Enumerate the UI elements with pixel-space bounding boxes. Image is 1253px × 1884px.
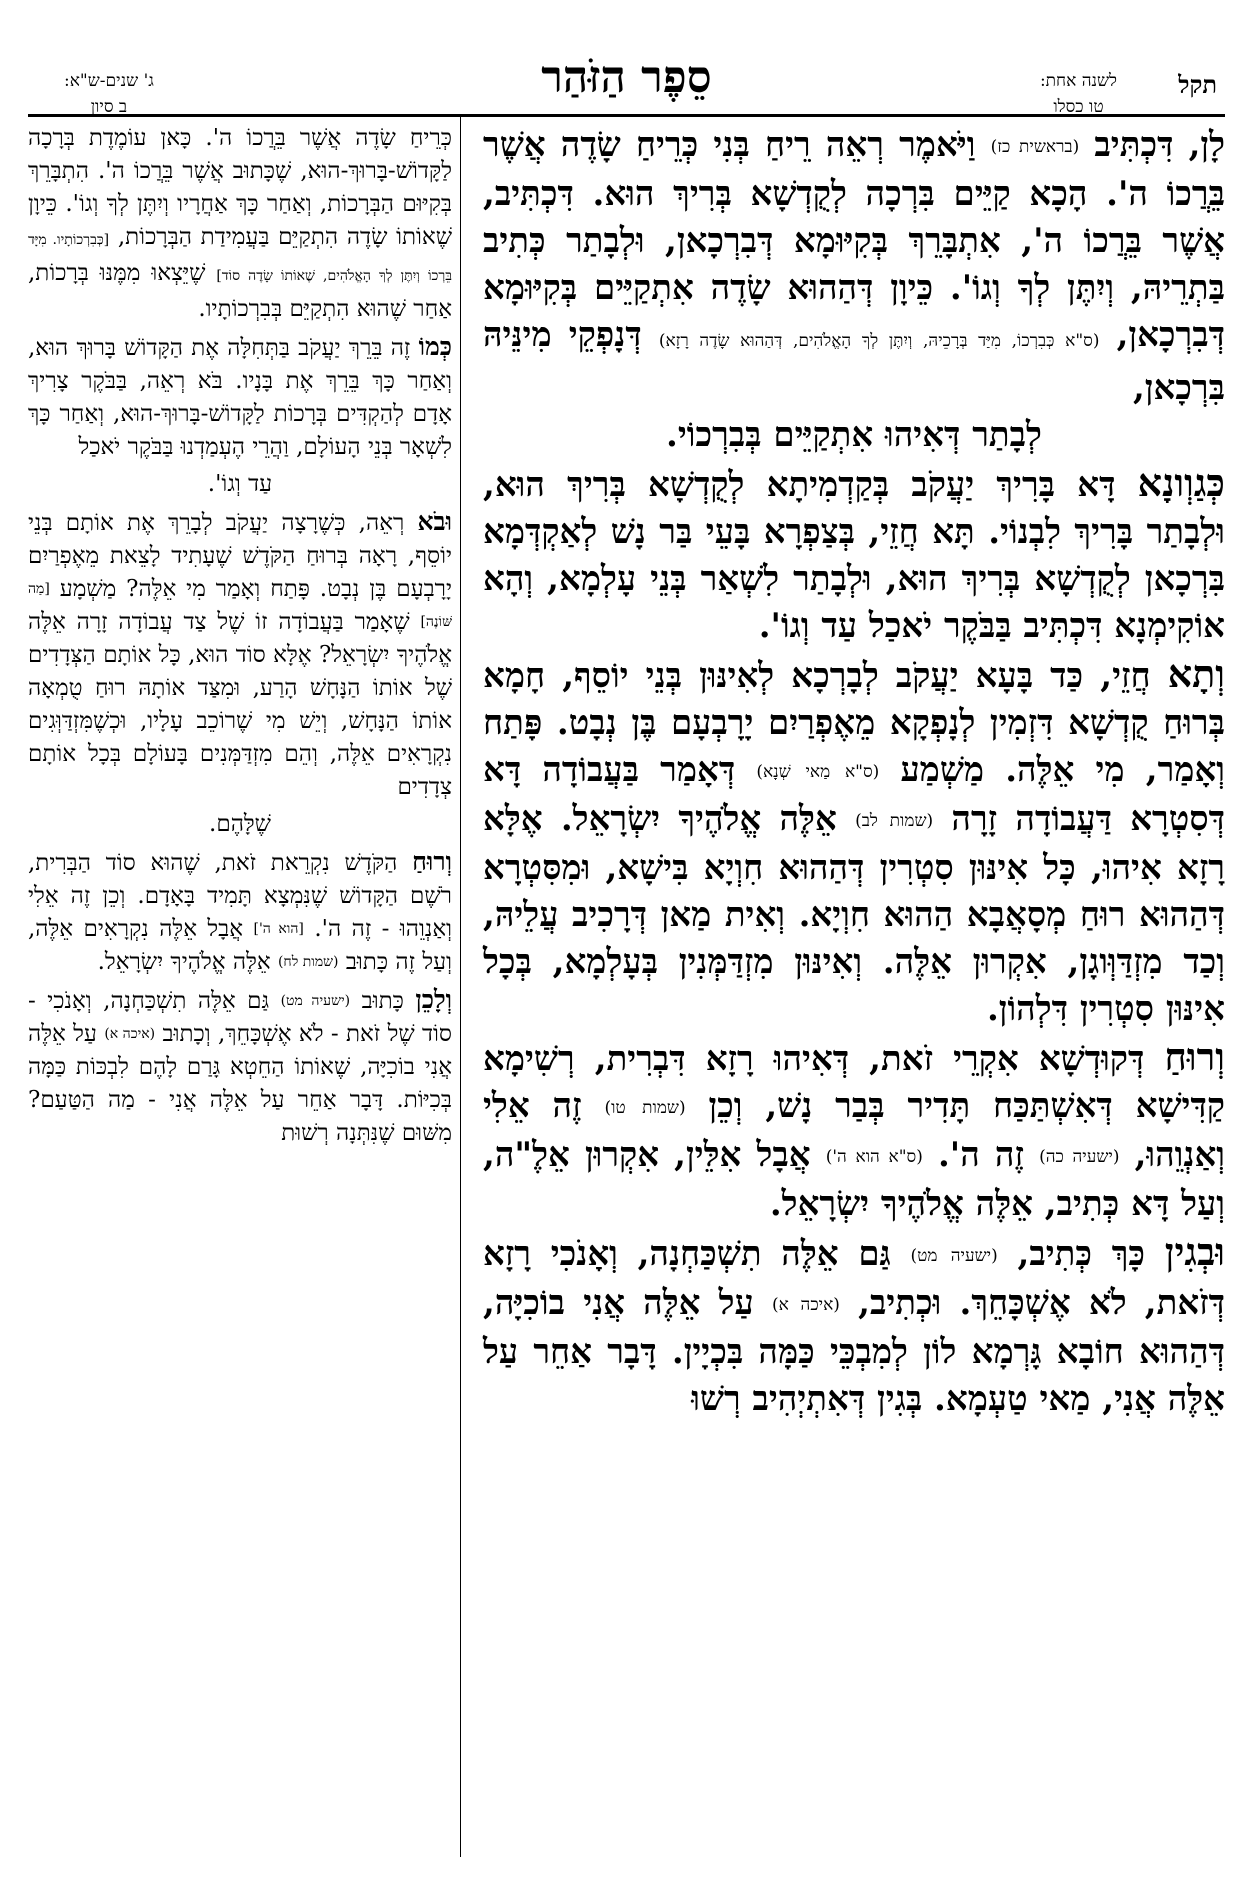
verse-reference: (ישעיה מט) <box>280 993 351 1009</box>
one-year-label: לשנה אחת: <box>1039 71 1117 91</box>
side-paragraph-5: וְלָכֵן כָּתוּב (ישעיה מט) גַּם אֵלֶּה תִשְׁכַּחְנָה, וְאָנֹכִי - סוֹד שֶׁל זֹאת - לֹא אֶשְׁכָּחֵךְ, וְכָתוּב (איכה א) עַל אֵלֶּה אֲנִי בוֹכִיָּה, שֶׁאוֹתוֹ הַחֵטְא גָּרַם לָהֶם לִבְכּוֹת כַּמָּה בְּכִיּוֹת. דָּבָר אַחֵר עַל אֵלֶּה אֲנִי - מַה הַטַּעַם? מִשּׁוּם שֶׁנִּתְּנָה רְשׁוּת <box>28 985 453 1146</box>
main-paragraph-5: וּבְגִין כָּךְ כְּתִיב, (ישעיה מט) גַּם אֵלֶּה תִשְׁכַּחְנָה, וְאָנֹכִי רָזָא דְּזֹאת, לֹא אֶשְׁכָּחֵךְ. וּכְתִיב, (איכה א) עַל אֵלֶּה אֲנִי בוֹכִיָּה, דְּהַהוּא חוֹבָא גָּרְמָא לוֹן לְמִבְכֵּי כַּמָּה בִּכְיָין. דָּבָר אַחֵר עַל אֵלֶּה אֲנִי, מַאי טַעְמָא. בְּגִין דְּאִתְיְהִיב רְשׁוּ <box>483 1229 1226 1419</box>
side-paragraph-4: וְרוּחַ הַקֹּדֶשׁ נִקְרֵאת זֹאת, שֶׁהוּא סוֹד הַבְּרִית, רֹשֶׁם הַקָּדוֹשׁ שֶׁנִּמְצָא תָּמִיד בָּאָדָם. וְכֵן זֶה אֵלִי וְאַנְוֵהוּ - זֶה ה'. [הוא ה'] אֲבָל אֵלֶּה נִקְרָאִים אֵלֶּה, וְעַל זֶה כָּתוּב (שמות לח) אֵלֶּה אֱלֹהֶיךָ יִשְׂרָאֵל. <box>28 847 453 975</box>
side-paragraph-3: וּבֹא רְאֵה, כְּשֶׁרָצָה יַעֲקֹב לְבָרֵךְ אֶת אוֹתָם בְּנֵי יוֹסֵף, רָאָה בְּרוּחַ הַקֹּדֶשׁ שֶׁעָתִיד לָצֵאת מֵאֶפְרַיִם יָרָבְעָם בֶּן נְבָט. פָּתַח וְאָמַר מִי אֵלֶּה? מַשְׁמָע [מַה שּׁוֹנֶה] שֶׁאָמַר בַּעֲבוֹדָה זוֹ שֶׁל צַד עֲבוֹדָה זָרָה אֵלֶּה אֱלֹהֶיךָ יִשְׂרָאֵל? אֶלָּא סוֹד הוּא, כָּל אוֹתָם הַצְּדָדִים שֶׁל אוֹתוֹ הַנָּחָשׁ הָרַע, וּמִצַּד אוֹתָהּ רוּחַ טֻמְאָה אוֹתוֹ הַנָּחָשׁ, וְיֵשׁ מִי שֶׁרוֹכֵב עָלָיו, וּכְשֶׁמִּזְדַּוְּגִים נִקְרָאִים אֵלֶּה, וְהֵם מִזְדַּמְּנִים בָּעוֹלָם בְּכָל אוֹתָם צְדָדִים <box>28 507 453 800</box>
verse-reference: (איכה א) <box>104 1026 156 1042</box>
side-paragraph-2-end: עַד וְגוֹ'. <box>207 471 273 497</box>
main-paragraph-2: כְּגַוְונָא דָּא בָּרִיךְ יַעֲקֹב בְּקַדְמִיתָא לְקֻדְשָׁא בְּרִיךְ הוּא, וּלְבָתַר בָּרִיךְ לִבְנוֹי. תָּא חֲזֵי, בְּצַפְרָא בָּעֵי בַּר נָשׁ לְאַקְדְּמָא בִּרְכָאן לְקֻדְשָׁא בְּרִיךְ הוּא, וּלְבָתַר לִשְׁאַר בְּנֵי עָלְמָא, וְהָא אוֹקִימְנָא דִּכְתִּיב בַּבֹּקֶר יֹאכַל עַד וְגוֹ'. <box>483 460 1225 646</box>
verse-reference: (בראשית כז) <box>990 137 1080 157</box>
page-number: תקל <box>1178 70 1217 99</box>
main-paragraph-1: לָן, דִּכְתִּיב (בראשית כז) וַיֹּאמֶר רְאֵה רֵיחַ בְּנִי כְּרֵיחַ שָׂדֶה אֲשֶׁר בֵּרֲכוֹ ה'. הָכָא קַיֵּים בִּרְכָה לְקֻדְשָׁא בְּרִיךְ הוּא. דִּכְתִּיב, אֲשֶׁר בֵּרֲכוֹ ה', אִתְבָּרֵךְ בְּקִיּוּמָא דְּבִרְכָאן, וּלְבָתַר כְּתִיב בַּתְרֵיהּ, וְיִתֶּן לְךָ וְגוֹ'. כֵּיוָן דְּהַהוּא שָׂדֶה אִתְקַיֵּים בְּקִיּוּמָא דְּבִרְכָאן, (ס"א כְּבִרְכוֹ, מִיַּד בְּרָכֵיהּ, וְיִתֶּן לְךָ הָאֱלֹהִים, דְּהַהוּא שָׂדֶה רָזָא) דְּנָפְקֵי מִינֵּיהּ בִּרְכָאן, <box>483 125 1225 408</box>
opening-word: וְתָא <box>1167 651 1225 696</box>
variant-reading: [הוא ה'] <box>253 921 304 937</box>
opening-word: וְלָכֵן <box>415 985 453 1014</box>
main-paragraph-3: וְתָא חֲזֵי, כַּד בָּעָא יַעֲקֹב לְבָרְכָא לְאִינּוּן בְּנֵי יוֹסֵף, חָמָא בְּרוּחַ קֻדְשָׁא דִּזְמִין לְנָפְקָא מֵאֶפְרַיִם יָרָבְעָם בֶּן נְבָט. פָּתַח וְאָמַר, מִי אֵלֶּה. מַשְׁמַע (ס"א מַאי שְׁנָא) דְּאָמַר בַּעֲבוֹדָה דָּא דְּסִטְרָא דַּעֲבוֹדָה זָרָה (שמות לב) אֵלֶּה אֱלֹהֶיךָ יִשְׂרָאֵל. אֶלָּא רָזָא אִיהוּ, כָּל אִינּוּן סִטְרִין דְּהַהוּא חִוְיָא בִּישָׁא, וּמִסִּטְרָא דְּהַהוּא רוּחַ מְסָאֲבָא הַהוּא חִוְיָא. וְאִית מַאן דְּרָכִיב עֲלֵיהּ, וְכַד מִזְדַּוְּוגָן, אִקְרוּן אֵלֶּה. וְאִינּוּן מִזְדַּמְּנִין בְּעָלְמָא, בְּכָל אִינּוּן סִטְרִין דִּלְהוֹן. <box>483 651 1225 1029</box>
opening-word: וּבְגִין <box>1164 1229 1226 1274</box>
main-paragraph-1-end: לְבָתַר דְּאִיהוּ אִתְקַיֵּים בְּבִרְכוֹי. <box>666 415 1042 455</box>
opening-word: כְּמוֹ <box>418 332 452 361</box>
side-paragraph-2: כְּמוֹ זֶה בֵּרֵךְ יַעֲקֹב בַּתְּחִלָּה אֶת הַקָּדוֹשׁ בָּרוּךְ הוּא, וְאַחַר כָּךְ בֵּרֵךְ אֶת בָּנָיו. בֹּא רְאֵה, בַּבֹּקֶר צָרִיךְ אָדָם לְהַקְדִּים בְּרָכוֹת לַקָּדוֹשׁ-בָּרוּךְ-הוּא, וְאַחַר כָּךְ לִשְׁאָר בְּנֵי הָעוֹלָם, וַהֲרֵי הֶעְמַדְנוּ בַּבֹּקֶר יֹאכַל <box>28 332 452 460</box>
one-year-date: טו כסלו <box>1053 97 1104 117</box>
variant-reading: (ס"א הוא ה') <box>825 1147 923 1167</box>
side-paragraph-3-end: שֶׁלָּהֶם. <box>209 811 271 837</box>
main-paragraph-4: וְרוּחַ דְּקוּדְשָׁא אִקְרֵי זֹאת, דְּאִיהוּ רָזָא דִּבְרִית, רְשִׁימָא קַדִּישָׁא דְּאִשְׁתַּכַּח תָּדִיר בְּבַר נָשׁ, וְכֵן (שמות טו) זֶה אֵלִי וְאַנְוֵהוּ, (ישעיה כה) זֶה ה'. (ס"א הוא ה') אֲבָל אִלֵּין, אִקְרוּן אֵלֶ"ה, וְעַל דָּא כְּתִיב, אֵלֶּה אֱלֹהֶיךָ יִשְׂרָאֵל. <box>483 1034 1226 1224</box>
three-year-date: ב סיון <box>90 97 128 117</box>
three-year-schedule <box>64 68 154 120</box>
header-rule <box>28 114 1225 117</box>
column-divider <box>460 117 461 1857</box>
three-year-label: ג' שנים-ש"א: <box>64 71 154 91</box>
opening-word: וּבֹא <box>417 507 452 536</box>
opening-word: וְרוּחַ <box>1164 1034 1225 1079</box>
verse-reference: (איכה א) <box>771 1295 840 1315</box>
opening-word: וְרוּחַ <box>412 847 452 876</box>
opening-word: כְּגַוְונָא <box>1137 460 1225 505</box>
verse-reference: (שמות לב) <box>855 811 934 831</box>
verse-reference: (שמות לח) <box>277 954 339 970</box>
book-title: סֵפֶר הַזֹּהַר <box>541 52 712 103</box>
main-column <box>483 122 1225 1423</box>
side-paragraph-1: כְּרֵיחַ שָׂדֶה אֲשֶׁר בֵּרֲכוֹ ה'. כָּאן עוֹמֶדֶת בְּרָכָה לַקָּדוֹשׁ-בָּרוּךְ-הוּא, שֶׁכָּתוּב אֲשֶׁר בֵּרֲכוֹ ה'. הִתְבָּרֵךְ בְּקִיּוּם הַבְּרָכוֹת, וְאַחַר כָּךְ אַחֲרָיו וְיִתֶּן לְךָ וְגוֹ'. כֵּיוָן שֶׁאוֹתוֹ שָׂדֶה הִתְקַיֵּם בַּעֲמִידַת הַבְּרָכוֹת, [כְּבִרְכוֹתָיו. מִיָּד בֵּרְכוֹ וְיִתֶּן לְךָ הָאֱלֹהִים, שֶׁאוֹתוֹ שָׂדֶה סוֹד] שֶׁיֵּצְאוּ מִמֶּנּוּ בְּרָכוֹת, אַחַר שֶׁהוּא הִתְקַיֵּם בְּבִרְכוֹתָיו. <box>28 125 452 322</box>
variant-reading: (ס"א כְּבִרְכוֹ, מִיַּד בְּרָכֵיהּ, וְיִתֶּן לְךָ הָאֱלֹהִים, דְּהַהוּא שָׂדֶה רָזָא) <box>658 331 1100 351</box>
verse-reference: (שמות טו) <box>604 1098 686 1118</box>
variant-reading: [כְּבִרְכוֹתָיו. מִיָּד בֵּרְכוֹ וְיִתֶּן לְךָ הָאֱלֹהִים, שֶׁאוֹתוֹ שָׂדֶה סוֹד] <box>28 232 452 284</box>
variant-reading: (ס"א מַאי שְׁנָא) <box>756 762 880 782</box>
page-header <box>28 42 1225 122</box>
verse-reference: (ישעיה כה) <box>1039 1147 1120 1167</box>
translation-column <box>28 122 452 1154</box>
verse-reference: (ישעיה מט) <box>910 1246 998 1266</box>
variant-reading: [מַה שּׁוֹנֶה] <box>28 581 452 630</box>
